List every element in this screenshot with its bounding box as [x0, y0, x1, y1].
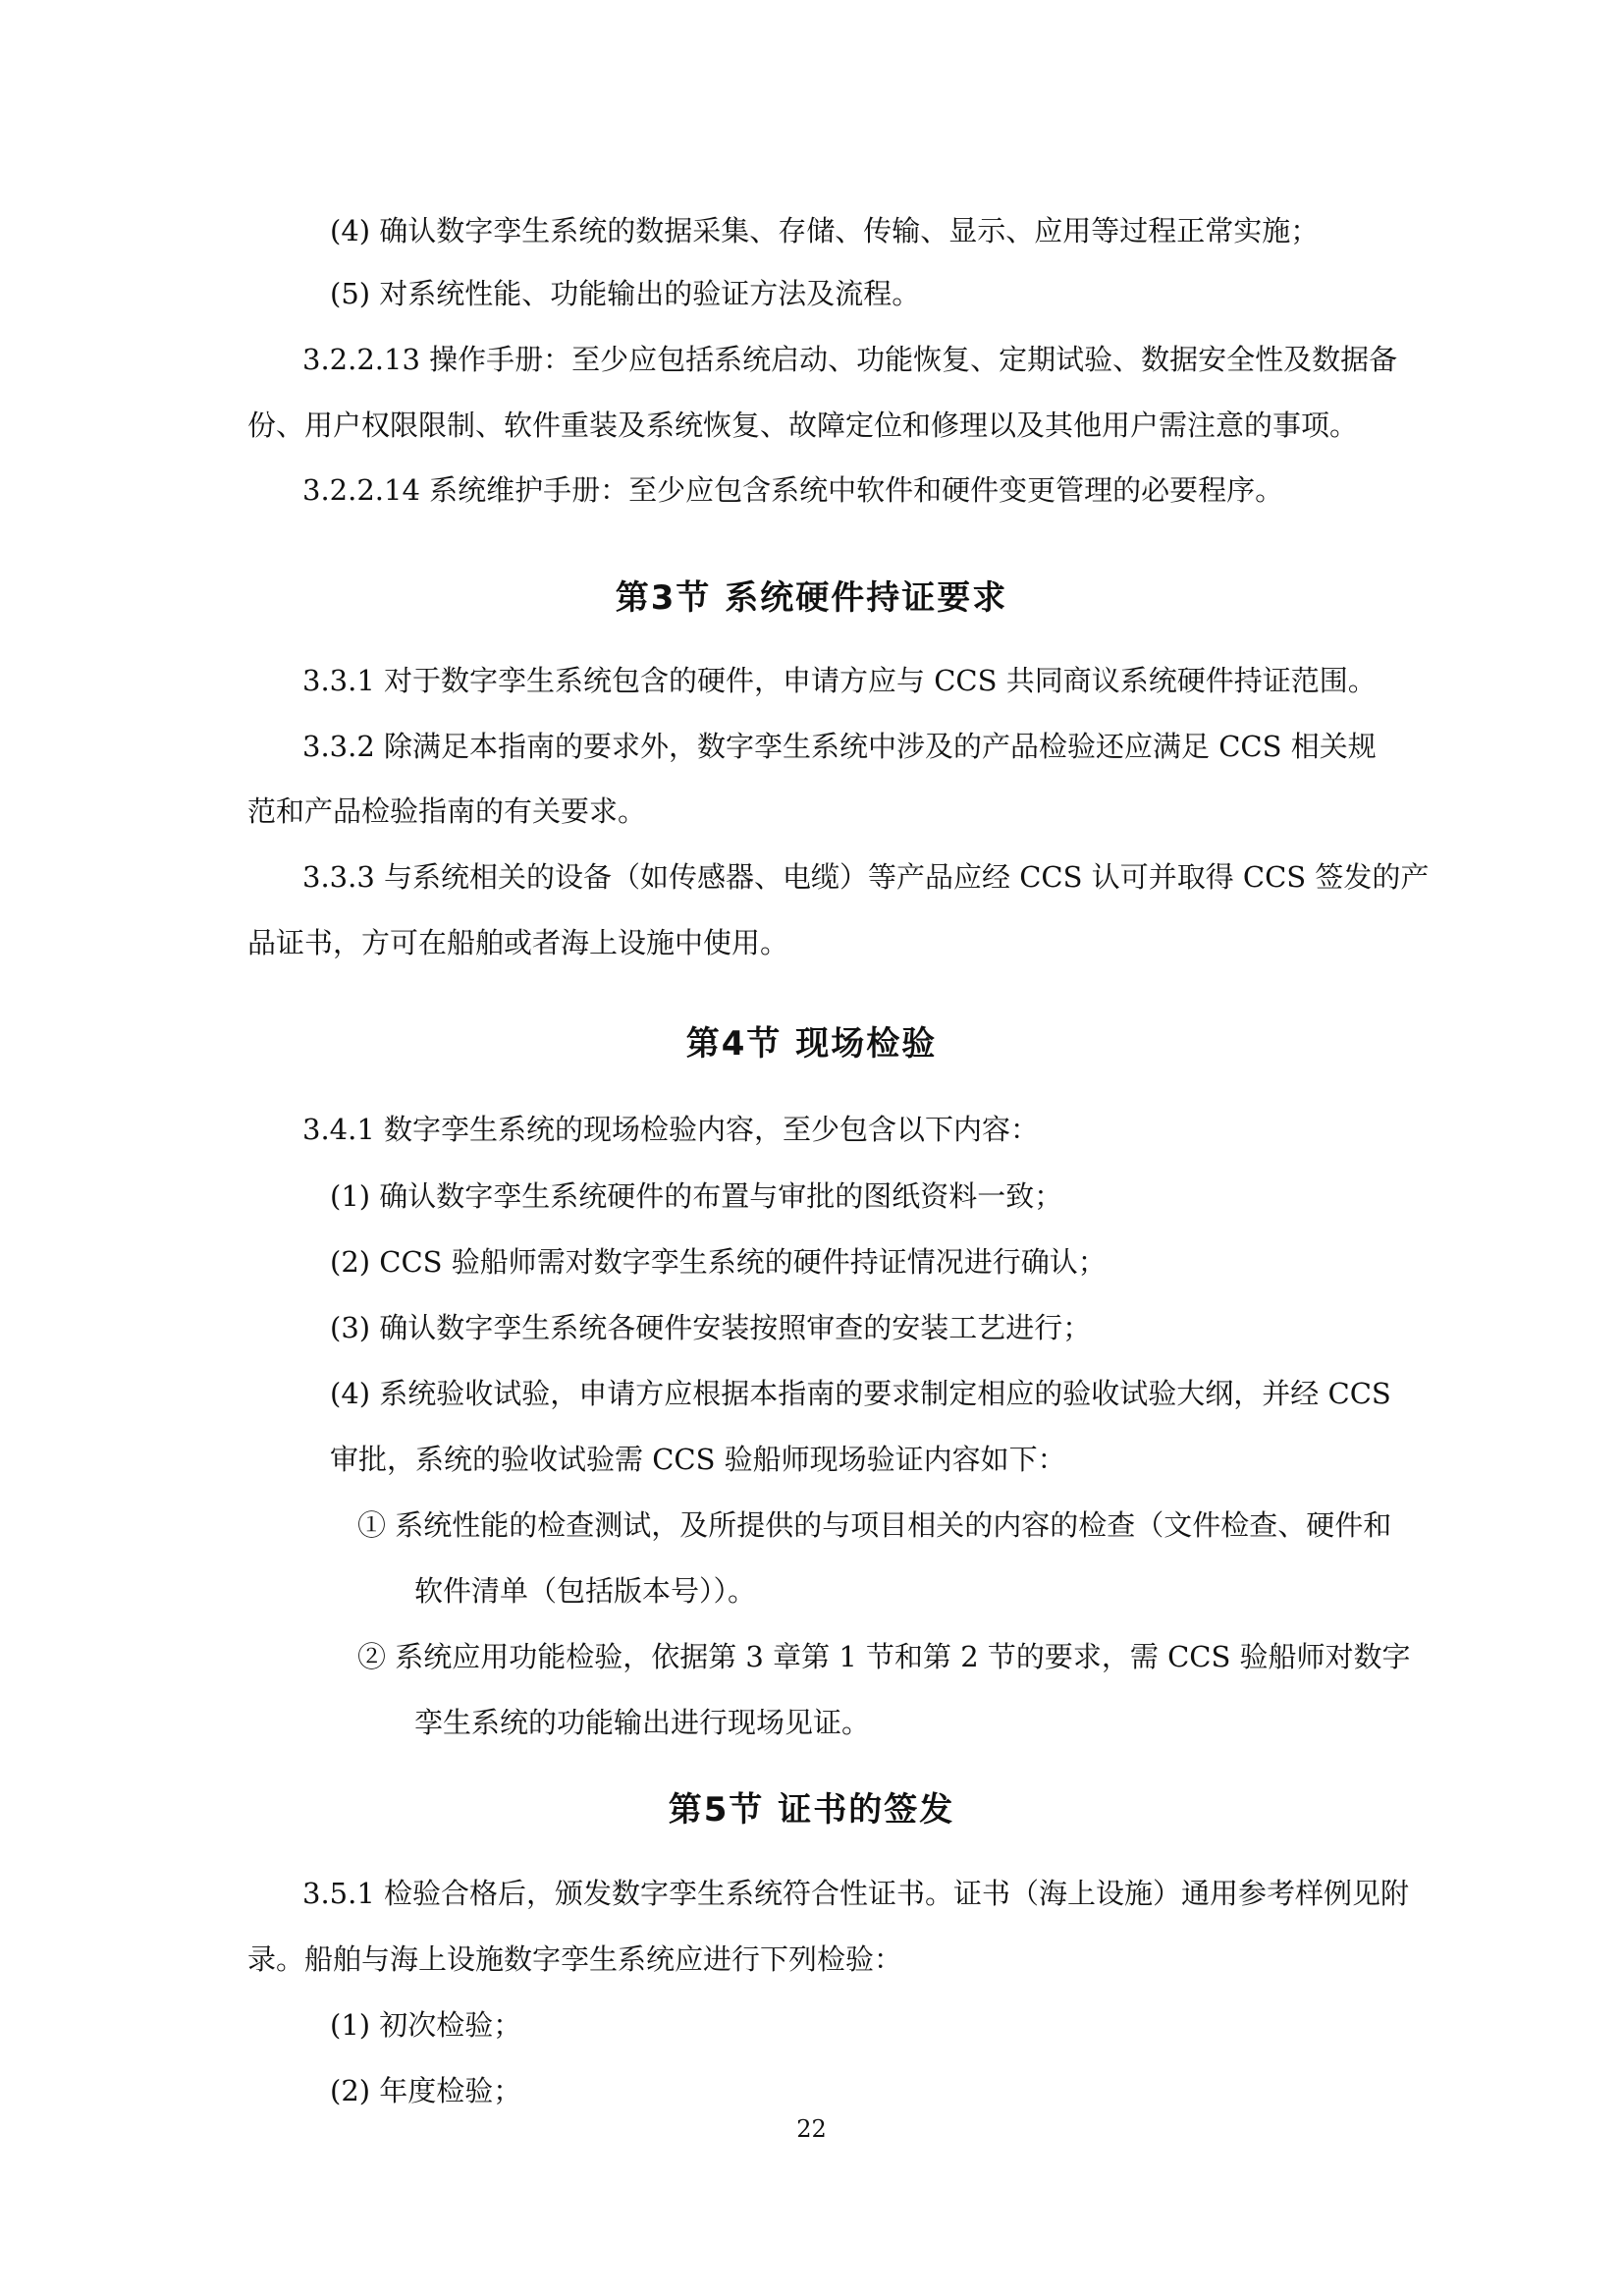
section-heading-4: 第4节 现场检验: [685, 1024, 938, 1064]
line-10: 品证书，方可在船舶或者海上设施中使用。: [247, 926, 789, 959]
line-24: (2) 年度检验；: [330, 2074, 522, 2107]
line-08: 范和产品检验指南的有关要求。: [247, 794, 647, 828]
line-03: 3.2.2.13 操作手册：至少应包括系统启动、功能恢复、定期试验、数据安全性及数据备: [302, 343, 1398, 376]
line-23: (1) 初次检验；: [330, 2008, 522, 2042]
line-12: (1) 确认数字孪生系统硬件的布置与审批的图纸资料一致；: [330, 1179, 1063, 1213]
line-11: 3.4.1 数字孪生系统的现场检验内容，至少包含以下内容：: [302, 1113, 1040, 1146]
line-04: 份、用户权限限制、软件重装及系统恢复、故障定位和修理以及其他用户需注意的事项。: [247, 409, 1359, 442]
line-20: 孪生系统的功能输出进行现场见证。: [414, 1706, 871, 1739]
line-18: 软件清单（包括版本号））。: [414, 1574, 757, 1608]
line-15: (4) 系统验收试验，申请方应根据本指南的要求制定相应的验收试验大纲，并经 CCS: [330, 1377, 1391, 1410]
line-19: ② 系统应用功能检验，依据第 3 章第 1 节和第 2 节的要求，需 CCS 验船师对数字: [357, 1640, 1411, 1673]
line-05: 3.2.2.14 系统维护手册：至少应包含系统中软件和硬件变更管理的必要程序。: [302, 473, 1284, 507]
line-21: 3.5.1 检验合格后，颁发数字孪生系统符合性证书。证书（海上设施）通用参考样例见附: [302, 1877, 1410, 1910]
line-01: (4) 确认数字孪生系统的数据采集、存储、传输、显示、应用等过程正常实施；: [330, 214, 1320, 247]
page-number: 22: [796, 2115, 827, 2143]
line-16: 审批，系统的验收试验需 CCS 验船师现场验证内容如下：: [330, 1443, 1066, 1476]
line-17: ① 系统性能的检查测试，及所提供的与项目相关的内容的检查（文件检查、硬件和: [357, 1508, 1392, 1542]
line-02: (5) 对系统性能、功能输出的验证方法及流程。: [330, 277, 921, 310]
line-22: 录。船舶与海上设施数字孪生系统应进行下列检验：: [247, 1942, 903, 1976]
line-09: 3.3.3 与系统相关的设备（如传感器、电缆）等产品应经 CCS 认可并取得 CCS 签发的产: [302, 860, 1430, 894]
line-13: (2) CCS 验船师需对数字孪生系统的硬件持证情况进行确认；: [330, 1245, 1107, 1279]
line-06: 3.3.1 对于数字孪生系统包含的硬件，申请方应与 CCS 共同商议系统硬件持证范围。: [302, 664, 1377, 697]
line-07: 3.3.2 除满足本指南的要求外，数字孪生系统中涉及的产品检验还应满足 CCS 相关规: [302, 730, 1377, 763]
line-14: (3) 确认数字孪生系统各硬件安装按照审查的安装工艺进行；: [330, 1311, 1092, 1344]
section-heading-3: 第3节 系统硬件持证要求: [615, 578, 1008, 618]
section-heading-5: 第5节 证书的签发: [668, 1790, 955, 1830]
